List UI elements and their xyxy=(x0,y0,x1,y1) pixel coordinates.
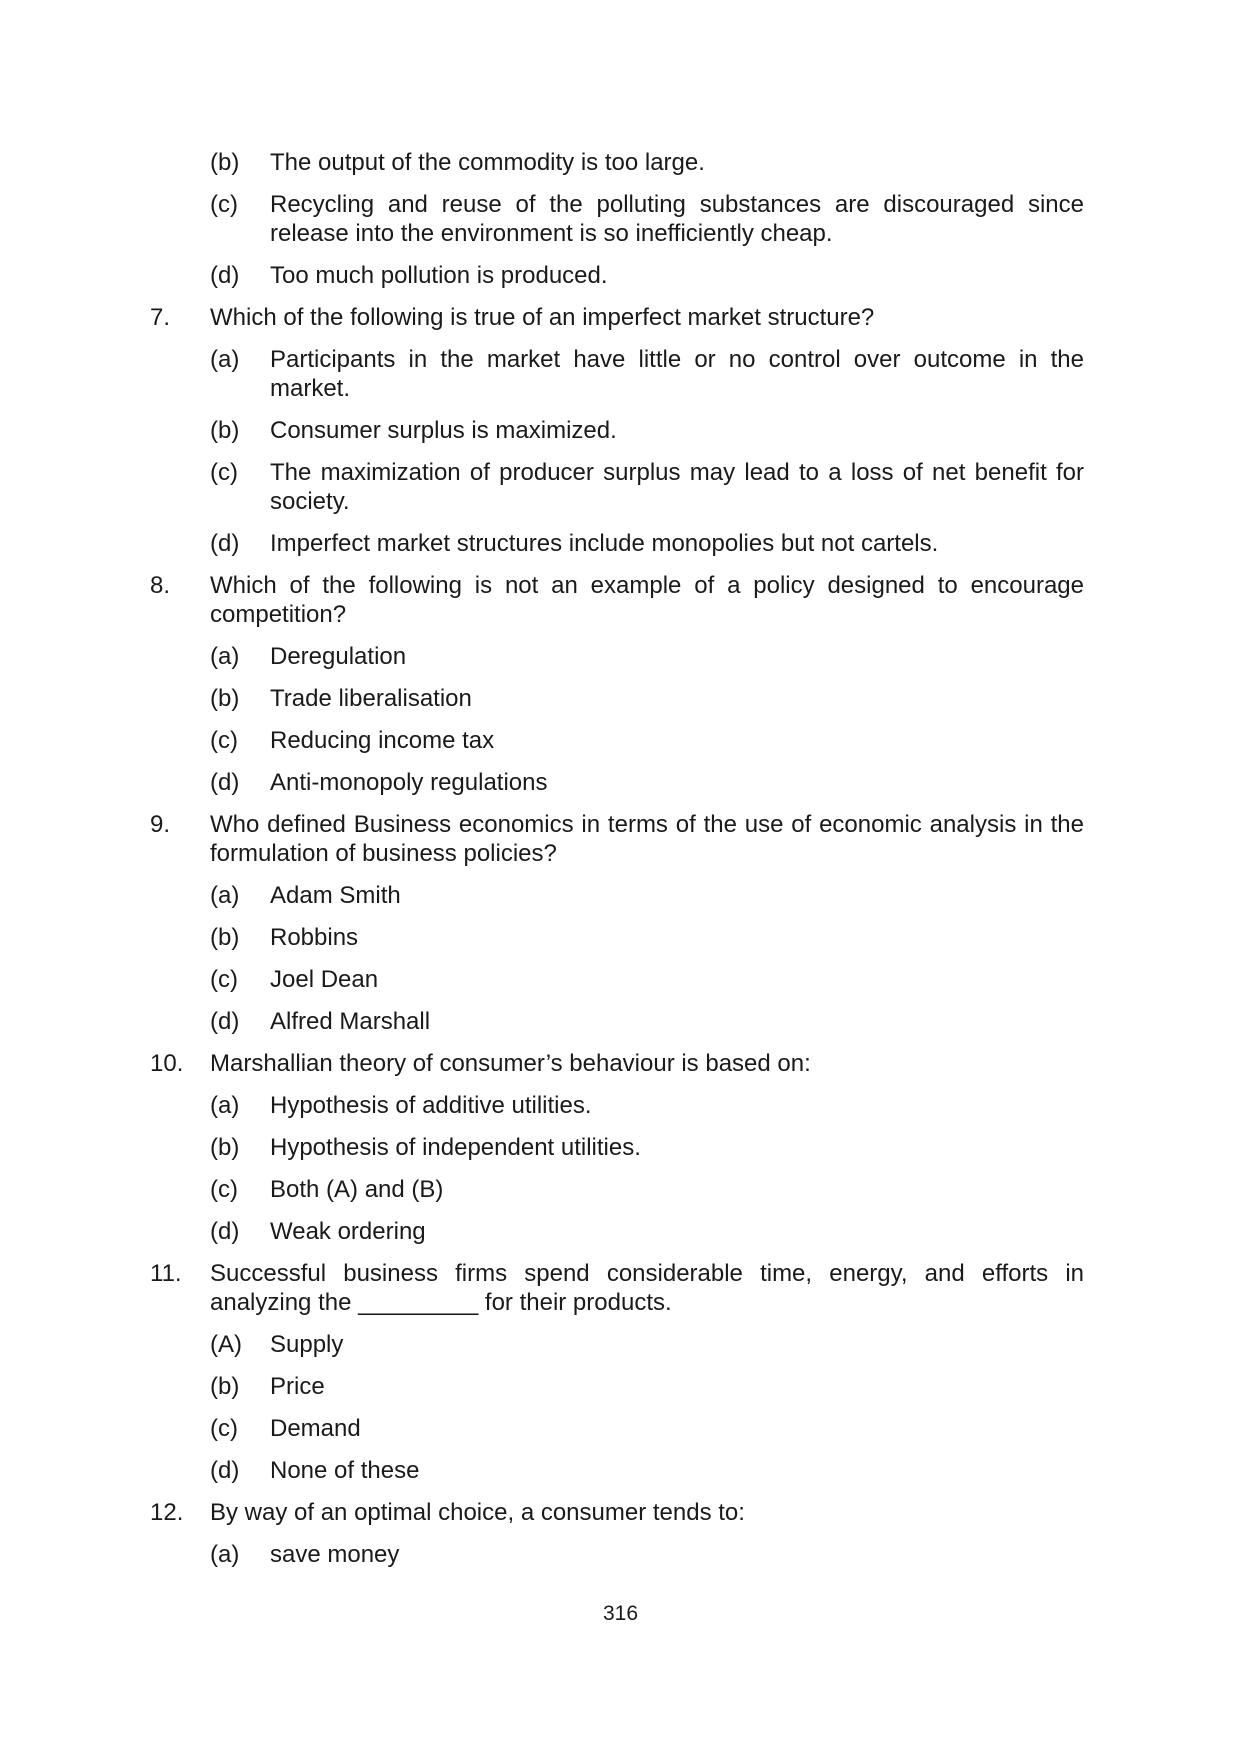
question-text: By way of an optimal choice, a consumer tends to: xyxy=(210,1499,745,1526)
question-10 xyxy=(150,1049,1084,1078)
option-label: (b) xyxy=(210,1373,240,1400)
option-9a xyxy=(210,881,1084,910)
option-text: Hypothesis of additive utilities. xyxy=(270,1092,592,1119)
option-label: (c) xyxy=(210,191,238,218)
option-10c xyxy=(210,1175,1084,1204)
option-text: Demand xyxy=(270,1415,361,1442)
option-text: Participants in the market have little or no control over outcome in the market. xyxy=(270,346,1084,402)
option-8b xyxy=(210,684,1084,713)
option-text: Alfred Marshall xyxy=(270,1008,431,1035)
option-text: Too much pollution is produced. xyxy=(270,262,608,289)
question-list xyxy=(150,148,1084,1582)
option-11a xyxy=(210,1330,1084,1359)
option-9d xyxy=(210,1007,1084,1036)
option-11c xyxy=(210,1414,1084,1443)
option-12a xyxy=(210,1540,1084,1569)
option-text: Reducing income tax xyxy=(270,727,495,754)
option-text: Weak ordering xyxy=(270,1218,426,1245)
question-number: 12. xyxy=(150,1499,184,1526)
option-label: (d) xyxy=(210,769,240,796)
option-text: None of these xyxy=(270,1457,420,1484)
question-7 xyxy=(150,303,1084,332)
option-label: (c) xyxy=(210,1176,238,1203)
option-label: (a) xyxy=(210,643,240,670)
question-8 xyxy=(150,571,1084,629)
option-label: (a) xyxy=(210,346,240,373)
question-text: Who defined Business economics in terms of the use of economic analysis in the formulation of business policies? xyxy=(210,811,1084,867)
question-9 xyxy=(150,810,1084,868)
option-text: The output of the commodity is too large. xyxy=(270,149,705,176)
option-text: Anti-monopoly regulations xyxy=(270,769,548,796)
option-label: (b) xyxy=(210,1134,240,1161)
option-10b xyxy=(210,1133,1084,1162)
question-text: Marshallian theory of consumer’s behaviour is based on: xyxy=(210,1050,811,1077)
option-text: Robbins xyxy=(270,924,359,951)
option-label: (d) xyxy=(210,530,240,557)
option-text: Joel Dean xyxy=(270,966,379,993)
option-text: save money xyxy=(270,1541,400,1568)
option-text: Consumer surplus is maximized. xyxy=(270,417,617,444)
option-label: (b) xyxy=(210,417,240,444)
option-label: (b) xyxy=(210,149,240,176)
option-text: Supply xyxy=(270,1331,344,1358)
option-label: (A) xyxy=(210,1331,242,1358)
option-label: (d) xyxy=(210,262,240,289)
option-label: (d) xyxy=(210,1008,240,1035)
option-6d xyxy=(210,261,1084,290)
option-label: (c) xyxy=(210,1415,238,1442)
option-text: Recycling and reuse of the polluting substances are discouraged since release into the environment is so inefficiently cheap. xyxy=(270,191,1084,247)
option-text: Both (A) and (B) xyxy=(270,1176,444,1203)
question-text: Successful business firms spend considerable time, energy, and efforts in analyzing the _________ for their products. xyxy=(210,1260,1084,1316)
question-text: Which of the following is true of an imperfect market structure? xyxy=(210,304,875,331)
option-label: (c) xyxy=(210,727,238,754)
question-number: 8. xyxy=(150,572,171,599)
option-label: (b) xyxy=(210,685,240,712)
option-label: (d) xyxy=(210,1218,240,1245)
option-label: (a) xyxy=(210,1541,240,1568)
option-8a xyxy=(210,642,1084,671)
option-label: (a) xyxy=(210,1092,240,1119)
option-label: (d) xyxy=(210,1457,240,1484)
question-number: 7. xyxy=(150,304,171,331)
option-7b xyxy=(210,416,1084,445)
option-text: Hypothesis of independent utilities. xyxy=(270,1134,641,1161)
option-6c xyxy=(210,190,1084,248)
option-7d xyxy=(210,529,1084,558)
option-11d xyxy=(210,1456,1084,1485)
option-text: Imperfect market structures include monopolies but not cartels. xyxy=(270,530,939,557)
option-6b xyxy=(210,148,1084,177)
option-7a xyxy=(210,345,1084,403)
option-label: (b) xyxy=(210,924,240,951)
option-11b xyxy=(210,1372,1084,1401)
option-10d xyxy=(210,1217,1084,1246)
question-11 xyxy=(150,1259,1084,1317)
option-8c xyxy=(210,726,1084,755)
option-label: (a) xyxy=(210,882,240,909)
question-12 xyxy=(150,1498,1084,1527)
question-number: 9. xyxy=(150,811,171,838)
option-text: Trade liberalisation xyxy=(270,685,472,712)
question-number: 10. xyxy=(150,1050,184,1077)
option-text: The maximization of producer surplus may lead to a loss of net benefit for society. xyxy=(270,459,1084,515)
option-9b xyxy=(210,923,1084,952)
option-text: Price xyxy=(270,1373,325,1400)
option-label: (c) xyxy=(210,966,238,993)
option-10a xyxy=(210,1091,1084,1120)
option-7c xyxy=(210,458,1084,516)
question-text: Which of the following is not an example of a policy designed to encourage competition? xyxy=(210,572,1084,628)
option-8d xyxy=(210,768,1084,797)
option-9c xyxy=(210,965,1084,994)
option-label: (c) xyxy=(210,459,238,486)
page-number: 316 xyxy=(602,1602,639,1625)
option-text: Adam Smith xyxy=(270,882,401,909)
option-text: Deregulation xyxy=(270,643,407,670)
question-number: 11. xyxy=(150,1260,182,1287)
